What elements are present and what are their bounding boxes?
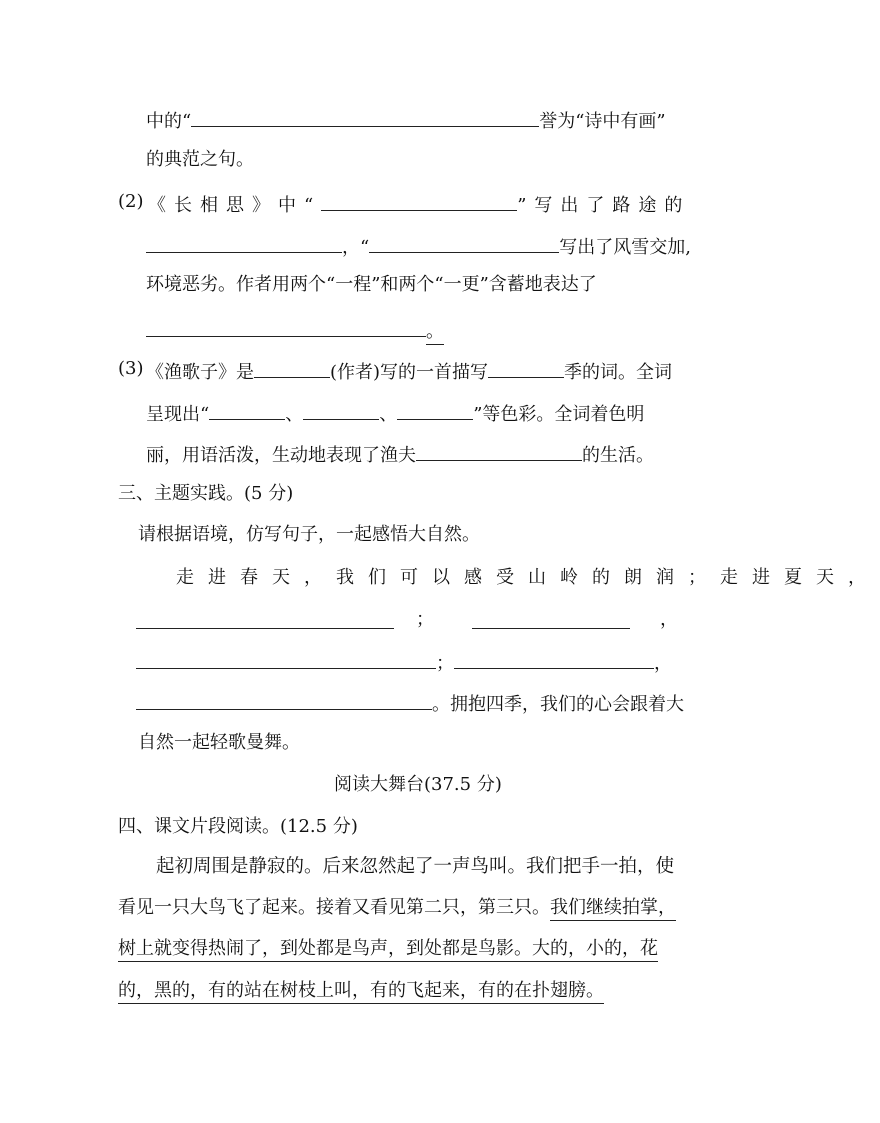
section3-comma: ， xyxy=(660,609,678,630)
answer-blank[interactable] xyxy=(136,689,432,710)
semicolon: ； xyxy=(436,653,454,674)
comma: ， xyxy=(654,653,672,674)
item2-text-a: 《长相思》中“ xyxy=(148,195,322,216)
item3-sep: 、 xyxy=(379,404,398,425)
item1-line2: 的典范之句。 xyxy=(146,149,254,170)
answer-blank[interactable] xyxy=(146,232,342,253)
answer-blank[interactable] xyxy=(472,608,630,629)
passage-text: 看见一只大鸟飞了起来。接着又看见第二只，第三只。 xyxy=(118,897,550,918)
section3-instruction: 请根据语境，仿写句子，一起感悟大自然。 xyxy=(138,524,480,545)
item3-text-c: 季的词。全词 xyxy=(564,362,673,383)
item2-text-end: 写出了风雪交加, xyxy=(559,237,691,258)
item3-text-b: (作者)写的一首描写 xyxy=(330,362,489,383)
section3-semicolon: ； xyxy=(416,609,434,630)
passage-line3 xyxy=(118,937,658,961)
underlined-text: 树上就变得热闹了，到处都是鸟声，到处都是鸟影。大的，小的，花 xyxy=(118,938,658,962)
line4-text: 。拥抱四季，我们的心会跟着大 xyxy=(432,694,684,715)
answer-blank[interactable] xyxy=(369,232,559,253)
answer-blank[interactable] xyxy=(488,357,564,378)
item3-text-a: 丽，用语活泼，生动地表现了渔夫 xyxy=(146,445,416,466)
passage-line4 xyxy=(118,979,604,1003)
underlined-text: 的，黑的，有的站在树枝上叫，有的飞起来，有的在扑翅膀。 xyxy=(118,980,604,1004)
item3-line3 xyxy=(146,440,654,464)
passage-line2 xyxy=(118,896,676,920)
item2-text-mid: ，“ xyxy=(342,237,370,258)
item3-text-a: 呈现出“ xyxy=(146,404,210,425)
section3-example xyxy=(176,566,880,590)
underlined-text: 我们继续拍掌， xyxy=(550,897,676,921)
answer-blank[interactable] xyxy=(321,190,517,211)
answer-blank[interactable] xyxy=(191,106,539,127)
answer-blank[interactable] xyxy=(254,357,330,378)
answer-blank[interactable] xyxy=(136,608,394,629)
reading-title: 阅读大舞台(37.5 分) xyxy=(334,774,502,795)
section3-title: 三、主题实践。(5 分) xyxy=(118,483,294,504)
item2-line2 xyxy=(146,232,691,256)
item2-line4 xyxy=(146,316,444,340)
item3-text-end: ”等色彩。全词着色明 xyxy=(473,404,645,425)
section3-line3 xyxy=(136,648,672,672)
item2-number: (2) xyxy=(118,191,144,212)
section3-line4 xyxy=(136,689,684,713)
answer-blank[interactable] xyxy=(454,648,654,669)
item1-line1 xyxy=(146,106,666,130)
answer-blank[interactable] xyxy=(209,399,285,420)
answer-blank[interactable] xyxy=(416,440,582,461)
item2-text-end: 。 xyxy=(426,321,444,345)
answer-blank[interactable] xyxy=(303,399,379,420)
item1-text-pre: 中的“ xyxy=(146,111,192,132)
item1-text-post: 誉为“诗中有画” xyxy=(539,111,666,132)
item2-line3: 环境恶劣。作者用两个“一程”和两个“一更”含蓄地表达了 xyxy=(146,274,597,295)
item3-text-end: 的生活。 xyxy=(582,445,654,466)
item3-line2 xyxy=(146,399,644,423)
item2-text-b: ”写出了路途的 xyxy=(517,195,691,216)
item3-line1 xyxy=(146,357,672,381)
section3-line2b xyxy=(472,608,630,632)
item3-number: (3) xyxy=(118,358,144,379)
example-sentence: 走进春天，我们可以感受山岭的朗润；走进夏天， xyxy=(176,567,880,588)
answer-blank[interactable] xyxy=(136,648,436,669)
item3-sep: 、 xyxy=(285,404,304,425)
section3-line2 xyxy=(136,608,394,632)
passage-line1: 起初周围是静寂的。后来忽然起了一声鸟叫。我们把手一拍，使 xyxy=(156,856,675,877)
item2-line1 xyxy=(148,190,690,214)
section3-line5: 自然一起轻歌曼舞。 xyxy=(138,732,300,753)
item3-text-a: 《渔歌子》是 xyxy=(146,362,254,383)
section4-title: 四、课文片段阅读。(12.5 分) xyxy=(118,816,358,837)
answer-blank[interactable] xyxy=(146,316,426,337)
answer-blank[interactable] xyxy=(397,399,473,420)
